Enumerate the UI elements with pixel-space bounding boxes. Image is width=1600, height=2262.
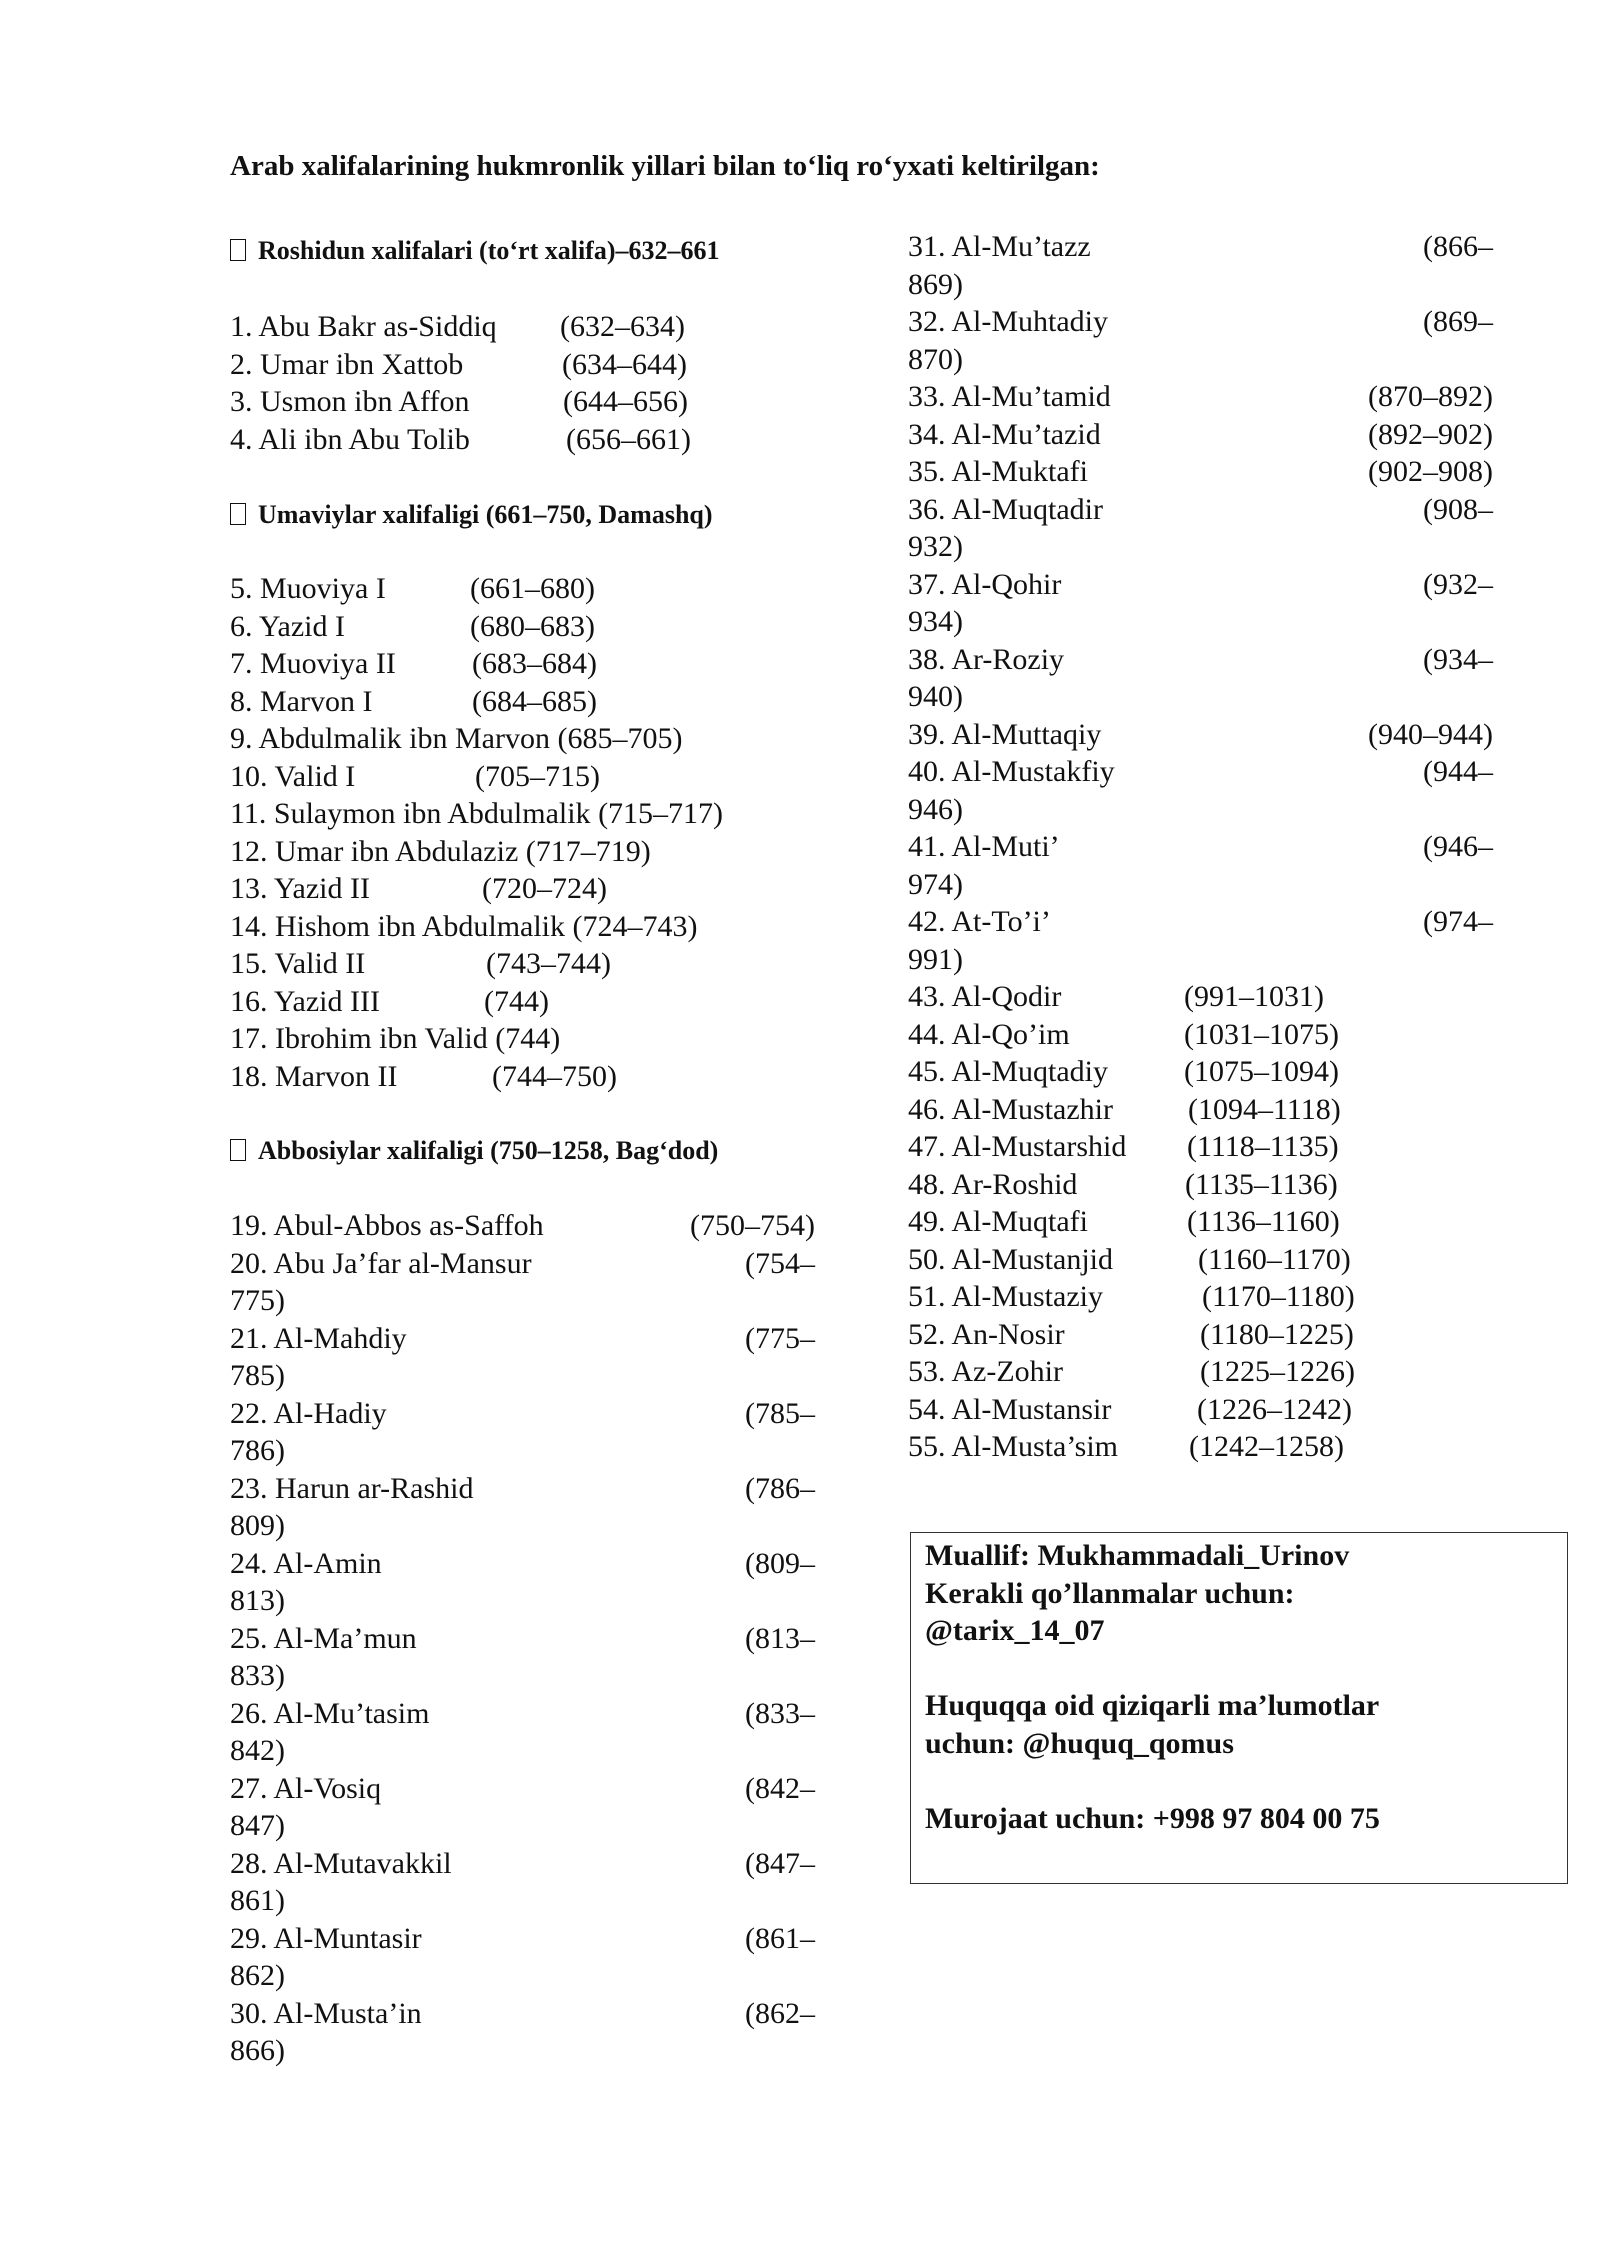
caliph-row <box>908 1241 1493 1279</box>
caliph-years: (724–743) <box>572 909 698 943</box>
caliph-row <box>908 1428 1493 1466</box>
caliph-years: (632–634) <box>560 310 685 343</box>
caliph-years: (744) <box>484 984 549 1018</box>
caliph-row <box>908 828 1493 903</box>
caliph-years: (932– <box>1423 567 1493 601</box>
section-heading-text: Roshidun xalifalari (to‘rt xalifa)–632–661 <box>258 236 720 265</box>
caliph-row <box>230 308 815 346</box>
caliph-years-end: 833) <box>230 1659 285 1692</box>
caliph-years-end: 847) <box>230 1809 285 1842</box>
caliph-name: 14. Hishom ibn Abdulmalik <box>230 909 566 943</box>
caliph-row <box>230 608 815 646</box>
author-info-box <box>910 1532 1568 1884</box>
caliph-row <box>908 416 1493 454</box>
caliph-years: (991–1031) <box>1184 980 1324 1013</box>
caliph-years-end: 940) <box>908 680 963 713</box>
caliph-name: 37. Al-Qohir <box>908 567 1062 601</box>
caliph-row <box>230 1620 815 1695</box>
caliph-name: 35. Al-Muktafi <box>908 455 1088 488</box>
caliph-name: 51. Al-Mustaziy <box>908 1280 1103 1313</box>
caliph-name: 45. Al-Muqtadiy <box>908 1055 1108 1088</box>
caliph-name: 40. Al-Mustakfiy <box>908 755 1115 788</box>
caliph-name: 48. Ar-Roshid <box>908 1167 1078 1201</box>
caliph-row <box>230 1207 815 1245</box>
caliph-years-end: 775) <box>230 1284 285 1317</box>
caliph-row <box>908 1016 1493 1054</box>
caliph-row <box>230 1058 815 1096</box>
caliph-row <box>908 378 1493 416</box>
caliph-row <box>908 1091 1493 1129</box>
guides-line: Kerakli qo’llanmalar uchun: <box>925 1576 1295 1610</box>
caliph-row <box>230 720 815 758</box>
caliph-row <box>230 421 815 459</box>
caliph-years: (743–744) <box>486 947 611 980</box>
caliph-row <box>908 1053 1493 1091</box>
caliph-years: (842– <box>745 1771 815 1805</box>
caliph-row <box>908 716 1493 754</box>
caliph-years: (946– <box>1423 830 1493 863</box>
caliph-years: (1136–1160) <box>1187 1205 1340 1238</box>
caliph-years: (750–754) <box>690 1209 815 1242</box>
caliph-years: (866– <box>1423 230 1493 263</box>
section-heading-text: Umaviylar xalifaligi (661–750, Damashq) <box>258 500 713 529</box>
caliph-name: 7. Muoviya II <box>230 647 396 680</box>
caliph-row <box>908 978 1493 1016</box>
caliph-years: (944– <box>1423 755 1493 788</box>
caliph-years-end: 932) <box>908 530 963 563</box>
caliph-years: (786– <box>745 1471 815 1505</box>
caliph-name: 20. Abu Ja’far al-Mansur <box>230 1246 532 1280</box>
caliph-years: (1031–1075) <box>1184 1017 1339 1051</box>
law-line: Huquqqa oid qiziqarli ma’lumotlar <box>925 1689 1380 1722</box>
caliph-name: 46. Al-Mustazhir <box>908 1092 1113 1126</box>
caliph-name: 50. Al-Mustanjid <box>908 1242 1114 1276</box>
caliph-years: (813– <box>745 1621 815 1655</box>
caliph-name: 12. Umar ibn Abdulaziz <box>230 834 519 868</box>
caliph-years: (1075–1094) <box>1184 1055 1339 1088</box>
caliph-name: 52. An-Nosir <box>908 1317 1065 1351</box>
caliph-name: 18. Marvon II <box>230 1059 398 1093</box>
caliph-years: (684–685) <box>472 684 597 718</box>
missing-glyph-icon <box>230 239 246 261</box>
caliph-name: 34. Al-Mu’tazid <box>908 417 1101 451</box>
caliph-row <box>908 753 1493 828</box>
caliph-row <box>908 1166 1493 1204</box>
caliph-row <box>230 1770 815 1845</box>
caliph-years-end: 974) <box>908 867 963 901</box>
caliph-name: 22. Al-Hadiy <box>230 1396 387 1430</box>
caliph-name: 3. Usmon ibn Affon <box>230 385 470 418</box>
caliph-years: (1094–1118) <box>1188 1092 1341 1126</box>
caliph-row <box>908 303 1493 378</box>
caliph-years: (634–644) <box>562 347 687 381</box>
caliph-row <box>230 346 815 384</box>
missing-glyph-icon <box>230 1139 246 1161</box>
caliph-name: 5. Muoviya I <box>230 572 386 605</box>
caliph-row <box>230 908 815 946</box>
caliph-years: (705–715) <box>475 759 600 793</box>
caliph-row <box>908 228 1493 303</box>
caliph-row <box>908 491 1493 566</box>
caliph-row <box>230 1695 815 1770</box>
caliph-years: (1160–1170) <box>1198 1242 1351 1276</box>
guides-channel-link[interactable]: @tarix_14_07 <box>925 1614 1105 1647</box>
caliph-years: (862– <box>745 1996 815 2030</box>
caliph-years: (683–684) <box>472 647 597 680</box>
caliph-years-end: 813) <box>230 1584 285 1617</box>
contact-line: Murojaat uchun: +998 97 804 00 75 <box>925 1801 1380 1835</box>
caliph-name: 6. Yazid I <box>230 609 346 643</box>
caliph-name: 55. Al-Musta’sim <box>908 1430 1119 1463</box>
caliph-name: 1. Abu Bakr as-Siddiq <box>230 310 497 343</box>
section-heading-text: Abbosiylar xalifaligi (750–1258, Bag‘dod) <box>258 1136 719 1165</box>
caliph-years: (809– <box>745 1546 815 1580</box>
caliph-years: (847– <box>745 1846 815 1880</box>
caliph-name: 30. Al-Musta’in <box>230 1996 422 2030</box>
caliph-name: 28. Al-Mutavakkil <box>230 1846 452 1880</box>
caliph-name: 27. Al-Vosiq <box>230 1771 382 1805</box>
caliph-years-end: 861) <box>230 1884 285 1917</box>
caliph-years: (1118–1135) <box>1187 1130 1339 1163</box>
author-line: Muallif: Mukhammadali_Urinov <box>925 1539 1350 1572</box>
caliph-years: (744) <box>495 1022 561 1055</box>
caliph-name: 39. Al-Muttaqiy <box>908 717 1102 751</box>
caliph-name: 23. Harun ar-Rashid <box>230 1471 474 1505</box>
caliph-row <box>230 570 815 608</box>
caliph-years: (661–680) <box>470 572 595 605</box>
caliph-row <box>908 1203 1493 1241</box>
caliph-row <box>230 1020 815 1058</box>
caliph-name: 8. Marvon I <box>230 684 373 718</box>
caliph-name: 29. Al-Muntasir <box>230 1921 422 1955</box>
caliph-row <box>908 1353 1493 1391</box>
caliph-row <box>230 1845 815 1920</box>
caliph-years: (869– <box>1423 305 1493 338</box>
caliph-name: 17. Ibrohim ibn Valid <box>230 1022 488 1055</box>
caliph-years: (785– <box>745 1396 815 1430</box>
caliph-years-end: 934) <box>908 605 963 638</box>
caliph-row <box>230 1545 815 1620</box>
caliph-name: 42. At-To’i’ <box>908 905 1051 938</box>
caliph-row <box>908 1128 1493 1166</box>
caliph-years: (775– <box>745 1321 815 1355</box>
caliph-name: 2. Umar ibn Xattob <box>230 347 464 381</box>
caliph-years-end: 991) <box>908 942 963 976</box>
caliph-name: 41. Al-Muti’ <box>908 830 1060 863</box>
caliph-row <box>908 453 1493 491</box>
page-title: Arab xalifalarining hukmronlik yillari bilan to‘liq ro‘yxati keltirilgan: <box>230 150 1100 182</box>
caliph-name: 33. Al-Mu’tamid <box>908 380 1111 413</box>
caliph-row <box>230 1995 815 2070</box>
caliph-row <box>230 1245 815 1320</box>
caliph-row <box>908 1278 1493 1316</box>
caliph-name: 16. Yazid III <box>230 984 380 1018</box>
caliph-years-end: 866) <box>230 2034 285 2067</box>
caliph-name: 54. Al-Mustansir <box>908 1392 1112 1426</box>
caliph-years: (685–705) <box>557 722 683 755</box>
caliph-years: (744–750) <box>492 1059 617 1093</box>
caliph-row <box>230 383 815 421</box>
caliph-row <box>908 1391 1493 1429</box>
caliph-name: 44. Al-Qo’im <box>908 1017 1070 1051</box>
caliph-row <box>908 903 1493 978</box>
caliph-years: (1225–1226) <box>1200 1355 1355 1388</box>
caliph-years: (1135–1136) <box>1185 1167 1338 1201</box>
caliph-name: 31. Al-Mu’tazz <box>908 230 1091 263</box>
caliph-name: 43. Al-Qodir <box>908 980 1062 1013</box>
caliph-years: (833– <box>745 1696 815 1730</box>
caliph-name: 25. Al-Ma’mun <box>230 1621 417 1655</box>
caliph-row <box>908 566 1493 641</box>
caliph-name: 4. Ali ibn Abu Tolib <box>230 422 470 456</box>
caliph-years: (892–902) <box>1368 417 1493 451</box>
caliph-years-end: 842) <box>230 1734 285 1767</box>
caliph-years-end: 785) <box>230 1359 285 1392</box>
caliph-years-end: 862) <box>230 1959 285 1992</box>
caliph-row <box>230 1920 815 1995</box>
caliph-name: 53. Az-Zohir <box>908 1355 1063 1388</box>
caliph-row <box>230 1320 815 1395</box>
caliph-row <box>230 683 815 721</box>
missing-glyph-icon <box>230 503 246 525</box>
caliph-name: 13. Yazid II <box>230 872 370 905</box>
caliph-years: (715–717) <box>598 797 724 830</box>
caliph-years: (1180–1225) <box>1200 1317 1354 1351</box>
caliph-years: (861– <box>745 1921 815 1955</box>
caliph-years: (934– <box>1423 642 1493 676</box>
caliph-name: 49. Al-Muqtafi <box>908 1205 1088 1238</box>
caliph-name: 24. Al-Amin <box>230 1546 382 1580</box>
caliph-name: 19. Abul-Abbos as-Saffoh <box>230 1209 544 1242</box>
caliph-row <box>230 795 815 833</box>
caliph-name: 47. Al-Mustarshid <box>908 1130 1127 1163</box>
caliph-name: 11. Sulaymon ibn Abdulmalik <box>230 797 591 830</box>
caliph-years-end: 786) <box>230 1434 285 1467</box>
caliph-years-end: 809) <box>230 1509 285 1542</box>
caliph-name: 32. Al-Muhtadiy <box>908 305 1108 338</box>
caliph-row <box>230 758 815 796</box>
caliph-row <box>230 833 815 871</box>
caliph-name: 36. Al-Muqtadir <box>908 492 1103 526</box>
caliph-row <box>230 1395 815 1470</box>
caliph-name: 15. Valid II <box>230 947 366 980</box>
caliph-years: (902–908) <box>1368 455 1493 488</box>
caliph-row <box>908 641 1493 716</box>
caliph-name: 21. Al-Mahdiy <box>230 1321 407 1355</box>
caliph-years: (1170–1180) <box>1202 1280 1355 1313</box>
section-heading-abbosiylar <box>230 1136 718 1166</box>
caliph-years: (720–724) <box>482 872 607 905</box>
caliph-row <box>908 1316 1493 1354</box>
section-heading-roshidun <box>230 236 720 266</box>
caliph-years: (1242–1258) <box>1189 1430 1344 1463</box>
caliph-years: (1226–1242) <box>1197 1392 1352 1426</box>
caliph-years: (680–683) <box>470 609 595 643</box>
caliph-years: (754– <box>745 1246 815 1280</box>
caliph-years: (870–892) <box>1368 380 1493 413</box>
caliph-row <box>230 645 815 683</box>
section-heading-umaviylar <box>230 500 713 530</box>
caliph-years: (717–719) <box>525 834 651 868</box>
caliph-row <box>230 945 815 983</box>
caliph-years: (644–656) <box>563 385 688 418</box>
caliph-name: 9. Abdulmalik ibn Marvon <box>230 722 550 755</box>
caliph-years-end: 870) <box>908 342 963 376</box>
caliph-row <box>230 983 815 1021</box>
caliph-row <box>230 1470 815 1545</box>
caliph-name: 26. Al-Mu’tasim <box>230 1696 430 1730</box>
caliph-years-end: 869) <box>908 267 963 301</box>
caliph-years-end: 946) <box>908 792 963 826</box>
caliph-years: (908– <box>1423 492 1493 526</box>
caliph-years: (940–944) <box>1368 717 1493 751</box>
caliph-name: 38. Ar-Roziy <box>908 642 1065 676</box>
caliph-name: 10. Valid I <box>230 759 356 793</box>
caliph-years: (974– <box>1423 905 1493 938</box>
caliph-years: (656–661) <box>566 422 691 456</box>
caliph-row <box>230 870 815 908</box>
law-channel-link[interactable]: uchun: @huquq_qomus <box>925 1726 1234 1760</box>
